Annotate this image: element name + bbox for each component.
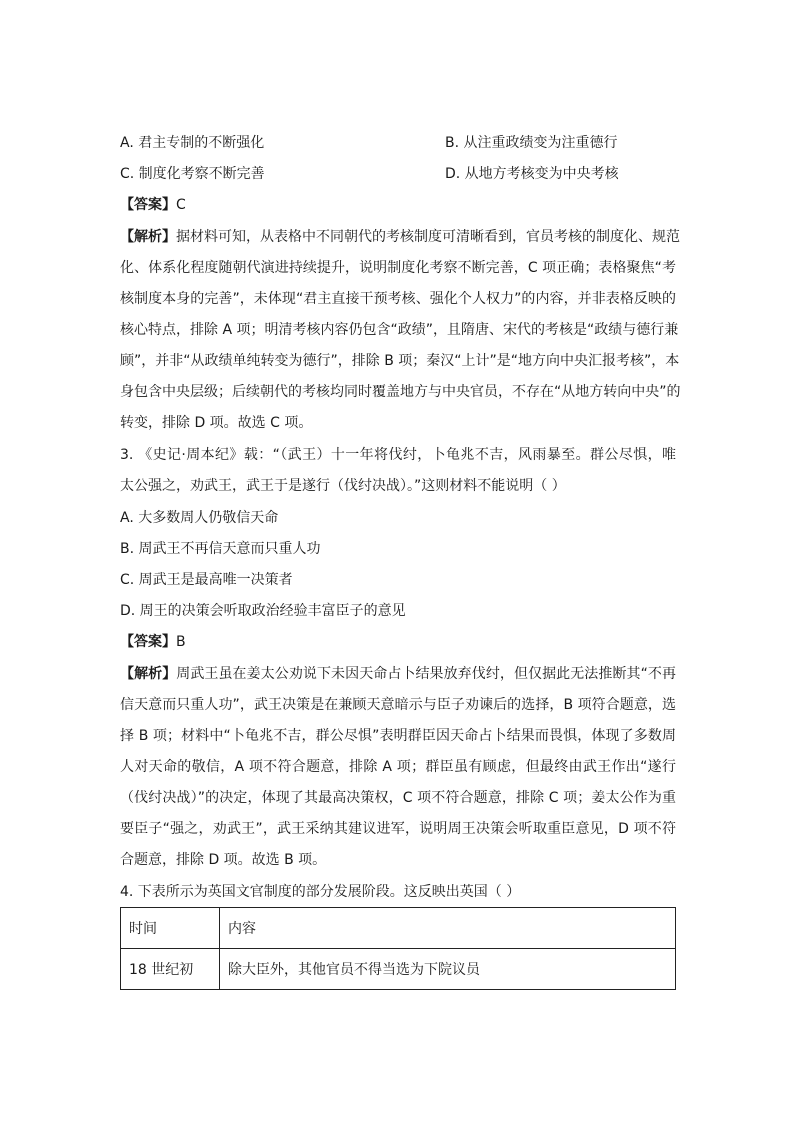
q3-answer: [120, 632, 676, 652]
analysis-text: 周武王虽在姜太公劝说下未因天命占卜结果放弃伐纣，但仅据此无法推断其“不再: [176, 666, 676, 682]
option-b: B. 从注重政绩变为注重德行: [445, 135, 618, 151]
q3-stem-line: 太公强之，劝武王，武王于是遂行（伐纣决战）。”这则材料不能说明（ ）: [120, 478, 566, 494]
q2-analysis-line: [120, 227, 680, 247]
q3-analysis-line: 信天意而只重人功”，武王决策是在兼顾天意暗示与臣子劝谏后的选择，B 项符合题意，选: [120, 697, 676, 713]
q3-analysis-line: [120, 664, 676, 684]
q4-stem: 4. 下表所示为英国文官制度的部分发展阶段。这反映出英国（ ）: [120, 884, 521, 900]
analysis-label: 【解析】: [120, 229, 176, 245]
q2-analysis-line: 核制度本身的完善”，未体现“君主直接干预考核、强化个人权力”的内容，并非表格反映的: [120, 291, 676, 307]
table-row: [121, 949, 676, 990]
analysis-label: 【解析】: [120, 666, 177, 682]
q2-analysis-line: 化、体系化程度随朝代演进持续提升，说明制度化考察不断完善，C 项正确；表格聚焦“考: [120, 260, 676, 276]
q3-option-d: D. 周王的决策会听取政治经验丰富臣子的意见: [120, 603, 406, 619]
option-a: A. 君主专制的不断强化: [120, 135, 265, 151]
q4-table: [120, 907, 676, 990]
q2-answer: [120, 195, 676, 215]
q2-analysis-line: 顾”，并非“从政绩单纯转变为德行”，排除 B 项；秦汉“上计”是“地方向中央汇报考核”，本: [120, 353, 680, 369]
q2-analysis-line: 身包含中央层级；后续朝代的考核均同时覆盖地方与中央官员，不存在“从地方转向中央”的: [120, 384, 681, 400]
table-header-cell: 时间: [121, 908, 220, 949]
q3-analysis-line: （伐纣决战）”的决定，体现了其最高决策权，C 项不符合题意，排除 C 项；姜太公作为重: [120, 790, 676, 806]
q3-analysis-line: 人对天命的敬信，A 项不符合题意，排除 A 项；群臣虽有顾虑，但最终由武王作出“遂行: [120, 759, 676, 775]
q2-analysis-line: 核心特点，排除 A 项；明清考核内容仍包含“政绩”，且隋唐、宋代的考核是“政绩与德行兼: [120, 322, 679, 338]
q3-analysis-line: 合题意，排除 D 项。故选 B 项。: [120, 852, 327, 868]
analysis-text: 据材料可知，从表格中不同朝代的考核制度可清晰看到，官员考核的制度化、规范: [176, 229, 680, 245]
option-d: D. 从地方考核变为中央考核: [445, 166, 619, 182]
table-cell: 18 世纪初: [121, 949, 220, 990]
answer-value: C: [176, 197, 186, 213]
table-cell: 除大臣外，其他官员不得当选为下院议员: [220, 949, 676, 990]
q3-option-c: C. 周武王是最高唯一决策者: [120, 572, 293, 588]
q3-stem-line: 3. 《史记·周本纪》载：“（武王）十一年将伐纣，卜龟兆不吉，风雨暴至。群公尽惧，唯: [120, 447, 676, 463]
answer-label: 【答案】: [120, 634, 176, 650]
table-header-cell: 内容: [220, 908, 676, 949]
option-c: C. 制度化考察不断完善: [120, 166, 265, 182]
answer-value: B: [176, 634, 186, 650]
q3-option-b: B. 周武王不再信天意而只重人功: [120, 541, 321, 557]
q3-analysis-line: 择 B 项；材料中“卜龟兆不吉，群公尽惧”表明群臣因天命占卜结果而畏惧，体现了多数周: [120, 728, 676, 744]
q2-analysis-line: 转变，排除 D 项。故选 C 项。: [120, 415, 313, 431]
answer-label: 【答案】: [120, 197, 176, 213]
q3-option-a: A. 大多数周人仍敬信天命: [120, 510, 279, 526]
table-header-row: [121, 908, 676, 949]
q3-analysis-line: 要臣子“强之，劝武王”，武王采纳其建议进军，说明周王决策会听取重臣意见，D 项不符: [120, 821, 676, 837]
